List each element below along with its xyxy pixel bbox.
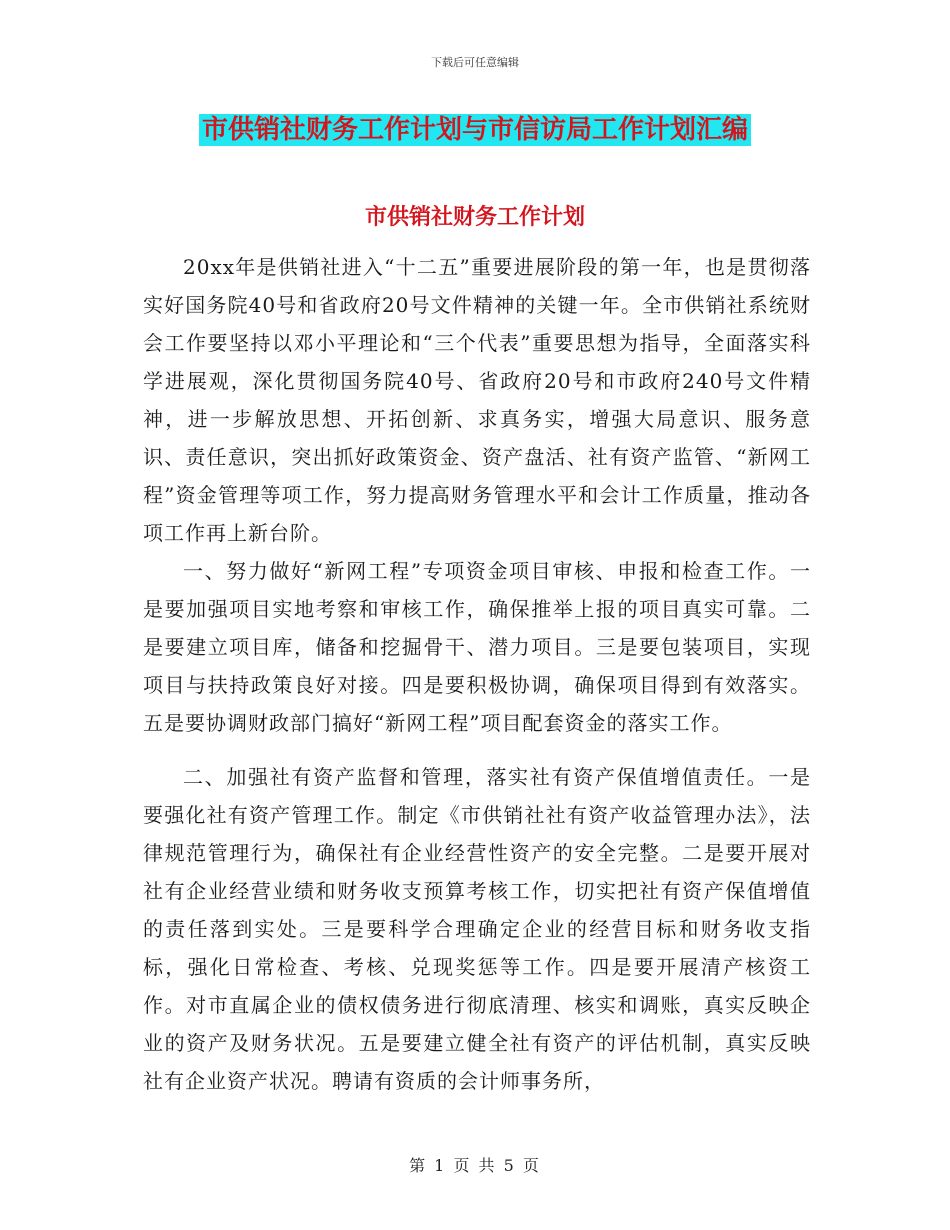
document-title: 市供销社财务工作计划与市信访局工作计划汇编: [199, 114, 751, 146]
header-note: 下载后可任意编辑: [431, 56, 519, 69]
paragraph-item-2: 二、加强社有资产监督和管理，落实社有资产保值增值责任。一是要强化社有资产管理工作。制定《市供销社社有资产收益管理办法》，法律规范管理行为，确保社有企业经营性资产的安全完整。二是要开展对社有企业经营业绩和财务收支预算考核工作，切实把社有资产保值增值的责任落到实处。三是要科学合理确定企业的经营目标和财务收支指标，强化日常检查、考核、兑现奖惩等工作。四是要开展清产核资工作。对市直属企业的债权债务进行彻底清理、核实和调账，真实反映企业的资产及财务状况。五是要建立健全社有资产的评估机制，真实反映社有企业资产状况。聘请有资质的会计师事务所，: [143, 765, 811, 1093]
document-body: [143, 248, 811, 1100]
paragraph-item-1: 一、努力做好“新网工程”专项资金项目审核、申报和检查工作。一是要加强项目实地考察和审核工作，确保推举上报的项目真实可靠。二是要建立项目库，储备和挖掘骨干、潜力项目。三是要包装项目，实现项目与扶持政策良好对接。四是要积极协调，确保项目得到有效落实。五是要协调财政部门搞好“新网工程”项目配套资金的落实工作。: [143, 559, 811, 735]
section-title: 市供销社财务工作计划: [364, 205, 585, 230]
page-footer: 第 1 页 共 5 页: [409, 1156, 541, 1175]
paragraph-intro: 20xx年是供销社进入“十二五”重要进展阶段的第一年，也是贯彻落实好国务院40号和省政府20号文件精神的关键一年。全市供销社系统财会工作要坚持以邓小平理论和“三个代表”重要思想为指导，全面落实科学进展观，深化贯彻国务院40号、省政府20号和市政府240号文件精神，进一步解放思想、开拓创新、求真务实，增强大局意识、服务意识、责任意识，突出抓好政策资金、资产盘活、社有资产监管、“新网工程”资金管理等项工作，努力提高财务管理水平和会计工作质量，推动各项工作再上新台阶。: [143, 255, 811, 545]
main-title-container: [0, 114, 950, 146]
